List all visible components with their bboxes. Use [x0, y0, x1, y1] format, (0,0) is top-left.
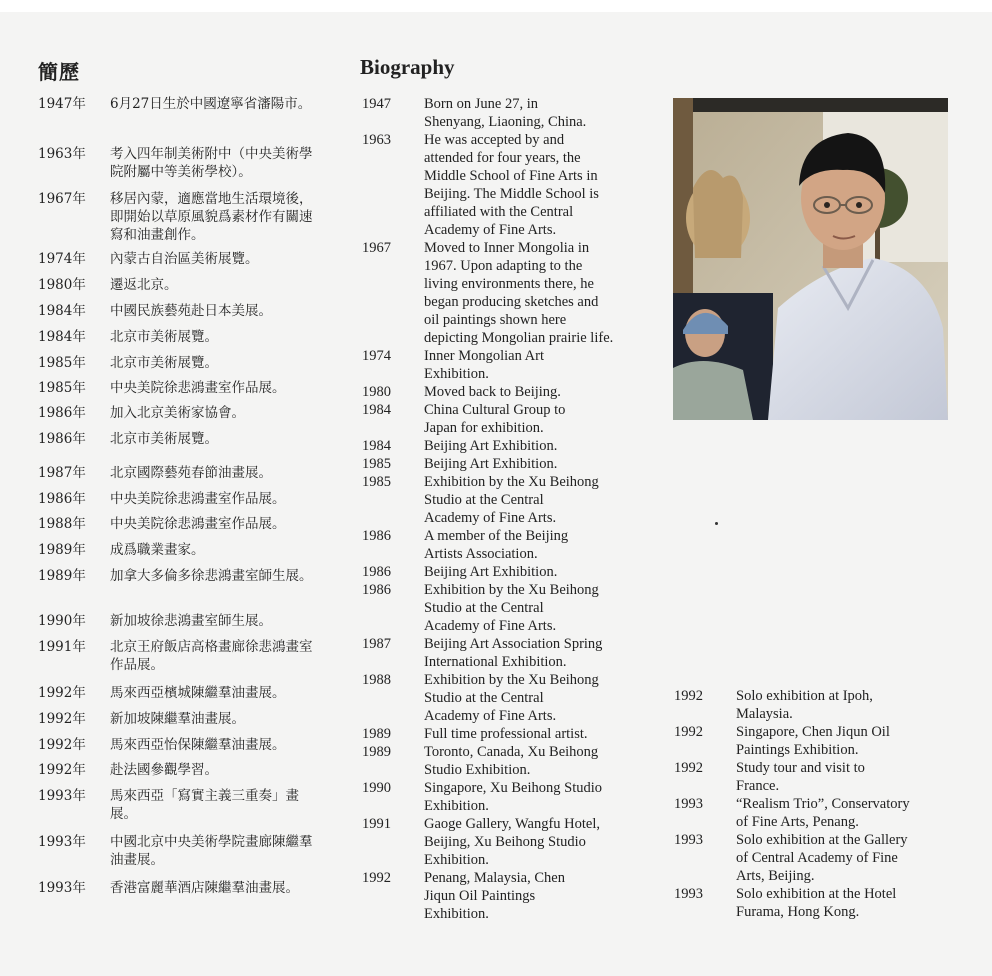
en-entry-line: China Cultural Group to: [424, 402, 566, 418]
en-entry-line: Singapore, Xu Beihong Studio: [424, 780, 603, 796]
en-entry-text: [424, 401, 648, 437]
en-entry-line: Singapore, Chen Jiqun Oil: [736, 724, 890, 740]
zh-entry-text: 北京市美術展覽。: [110, 431, 218, 447]
en-year: 1986: [362, 582, 391, 598]
en-entry-text: [736, 687, 960, 723]
en-entry-text: [424, 473, 648, 527]
en-entry-line: Exhibition by the Xu Beihong: [424, 582, 599, 598]
zh-year: 1985年: [38, 355, 86, 371]
en-entry-line: Exhibition.: [424, 366, 489, 382]
en-entry-text: [424, 779, 648, 815]
en-list-item: [362, 401, 648, 437]
en-list-item: [362, 437, 648, 455]
heading-chinese: 簡歷: [38, 60, 80, 84]
zh-entry-text: 新加坡陳繼羣油畫展。: [110, 711, 245, 727]
en-entry-line: Studio at the Central: [424, 492, 544, 508]
zh-entry-text: 加拿大多倫多徐悲鴻畫室師生展。: [110, 568, 313, 584]
en-year: 1985: [362, 474, 391, 490]
en-entry-line: of Central Academy of Fine: [736, 850, 898, 866]
en-entry-text: [736, 723, 960, 759]
zh-entry-text: 北京市美術展覽。: [110, 329, 218, 345]
en-entry-text: [424, 869, 648, 923]
en-entry-line: Exhibition.: [424, 852, 489, 868]
en-entry-line: Moved to Inner Mongolia in: [424, 240, 590, 256]
en-entry-text: [736, 759, 960, 795]
zh-year: 1989年: [38, 542, 86, 558]
zh-entry-text: 成爲職業畫家。: [110, 542, 205, 558]
zh-entry-text: 馬來西亞怡保陳繼羣油畫展。: [110, 737, 286, 753]
zh-year: 1986年: [38, 431, 86, 447]
en-entry-line: of Fine Arts, Penang.: [736, 814, 859, 830]
zh-entry-text: 中央美院徐悲鴻畫室作品展。: [110, 516, 286, 532]
en-list-item: [362, 455, 648, 473]
en-entry-line: Beijing Art Exhibition.: [424, 456, 558, 472]
en-entry-text: [424, 671, 648, 725]
en-entry-line: Beijing Art Exhibition.: [424, 438, 558, 454]
en-list-item: [674, 723, 960, 759]
en-entry-text: [424, 815, 648, 869]
zh-entry-text: 赴法國參觀學習。: [110, 762, 218, 778]
zh-year: 1992年: [38, 737, 86, 753]
en-entry-line: Academy of Fine Arts.: [424, 222, 557, 238]
english-biography-list-continued: [674, 687, 960, 921]
en-list-item: [362, 563, 648, 581]
en-list-item: [362, 671, 648, 725]
en-entry-line: Inner Mongolian Art: [424, 348, 545, 364]
en-list-item: [362, 815, 648, 869]
zh-entry-text: 中國民族藝苑赴日本美展。: [110, 303, 272, 319]
zh-year: 1986年: [38, 491, 86, 507]
english-biography-list: [362, 95, 648, 923]
en-year: 1992: [674, 688, 703, 704]
en-entry-line: Beijing Art Exhibition.: [424, 564, 558, 580]
en-year: 1992: [362, 870, 391, 886]
zh-year: 1984年: [38, 329, 86, 345]
en-entry-line: Arts, Beijing.: [736, 868, 815, 884]
en-year: 1986: [362, 564, 391, 580]
en-year: 1967: [362, 240, 391, 256]
zh-year: 1984年: [38, 303, 86, 319]
zh-year: 1993年: [38, 834, 86, 850]
zh-year: 1989年: [38, 568, 86, 584]
en-year: 1987: [362, 636, 391, 652]
en-entry-line: depicting Mongolian prairie life.: [424, 330, 614, 346]
en-entry-line: Penang, Malaysia, Chen: [424, 870, 565, 886]
en-entry-line: Exhibition by the Xu Beihong: [424, 474, 599, 490]
zh-entry-text: 考入四年制美術附中（中央美術學院附屬中等美術學校）。: [110, 146, 313, 180]
en-entry-line: “Realism Trio”, Conservatory: [736, 796, 910, 812]
en-list-item: [362, 383, 648, 401]
en-year: 1963: [362, 132, 391, 148]
en-entry-text: [424, 743, 648, 779]
en-list-item: [674, 831, 960, 885]
zh-year: 1993年: [38, 788, 86, 804]
en-entry-text: [424, 455, 648, 473]
en-entry-text: [424, 347, 648, 383]
zh-entry-text: 新加坡徐悲鴻畫室師生展。: [110, 613, 272, 629]
en-list-item: [362, 869, 648, 923]
zh-year: 1980年: [38, 277, 86, 293]
en-entry-text: [424, 635, 648, 671]
en-year: 1947: [362, 96, 391, 112]
en-list-item: [674, 795, 960, 831]
en-year: 1988: [362, 672, 391, 688]
en-entry-text: [424, 725, 648, 743]
zh-entry-text: 中國北京中央美術學院畫廊陳繼羣油畫展。: [110, 834, 313, 868]
en-year: 1980: [362, 384, 391, 400]
en-list-item: [362, 743, 648, 779]
zh-year: 1992年: [38, 711, 86, 727]
en-list-item: [362, 95, 648, 131]
en-entry-line: attended for four years, the: [424, 150, 581, 166]
zh-entry-text: 中央美院徐悲鴻畫室作品展。: [110, 380, 286, 396]
heading-english: Biography: [360, 55, 455, 79]
en-year: 1993: [674, 886, 703, 902]
en-entry-line: Shenyang, Liaoning, China.: [424, 114, 587, 130]
en-year: 1992: [674, 760, 703, 776]
en-entry-line: Academy of Fine Arts.: [424, 708, 557, 724]
en-entry-line: Studio at the Central: [424, 690, 544, 706]
zh-entry-text: 馬來西亞「寫實主義三重奏」畫展。: [110, 788, 299, 822]
zh-entry-text: 北京國際藝苑春節油畫展。: [110, 465, 272, 481]
en-entry-line: International Exhibition.: [424, 654, 567, 670]
en-entry-line: affiliated with the Central: [424, 204, 574, 220]
en-entry-text: [736, 831, 960, 885]
en-entry-line: Exhibition.: [424, 798, 489, 814]
en-list-item: [674, 885, 960, 921]
en-entry-line: 1967. Upon adapting to the: [424, 258, 583, 274]
en-entry-line: Exhibition by the Xu Beihong: [424, 672, 599, 688]
en-entry-text: [424, 527, 648, 563]
en-entry-line: Jiqun Oil Paintings: [424, 888, 536, 904]
en-year: 1993: [674, 832, 703, 848]
en-entry-line: Gaoge Gallery, Wangfu Hotel,: [424, 816, 600, 832]
en-list-item: [362, 581, 648, 635]
en-list-item: [362, 239, 648, 347]
en-entry-text: [424, 383, 648, 401]
en-entry-text: [424, 581, 648, 635]
en-entry-line: Beijing. The Middle School is: [424, 186, 599, 202]
zh-year: 1947年: [38, 96, 86, 112]
en-year: 1989: [362, 726, 391, 742]
en-entry-line: A member of the Beijing: [424, 528, 569, 544]
en-entry-line: Furama, Hong Kong.: [736, 904, 860, 920]
zh-entry-text: 移居內蒙，適應當地生活環境後，即開始以草原風貌爲素材作有關速寫和油畫創作。: [110, 191, 313, 243]
en-entry-line: Solo exhibition at the Gallery: [736, 832, 908, 848]
zh-year: 1967年: [38, 191, 86, 207]
en-year: 1989: [362, 744, 391, 760]
zh-year: 1988年: [38, 516, 86, 532]
en-entry-line: began producing sketches and: [424, 294, 599, 310]
en-entry-line: Beijing, Xu Beihong Studio: [424, 834, 586, 850]
top-margin-strip: [0, 0, 992, 12]
en-entry-line: Studio Exhibition.: [424, 762, 531, 778]
en-list-item: [674, 759, 960, 795]
zh-entry-text: 香港富麗華酒店陳繼羣油畫展。: [110, 880, 299, 896]
en-entry-line: oil paintings shown here: [424, 312, 567, 328]
en-year: 1992: [674, 724, 703, 740]
zh-entry-text: 內蒙古自治區美術展覽。: [110, 251, 259, 267]
en-entry-text: [424, 437, 648, 455]
zh-year: 1963年: [38, 146, 86, 162]
en-list-item: [362, 779, 648, 815]
zh-year: 1992年: [38, 762, 86, 778]
print-speck: [715, 522, 718, 525]
zh-entry-text: 遷返北京。: [110, 277, 178, 293]
zh-entry-text: 北京王府飯店高格畫廊徐悲鴻畫室作品展。: [110, 639, 313, 673]
en-year: 1991: [362, 816, 391, 832]
en-entry-text: [424, 563, 648, 581]
en-entry-line: Artists Association.: [424, 546, 538, 562]
en-entry-line: Malaysia.: [736, 706, 793, 722]
en-entry-line: Studio at the Central: [424, 600, 544, 616]
en-year: 1986: [362, 528, 391, 544]
en-entry-line: Moved back to Beijing.: [424, 384, 561, 400]
en-list-item: [362, 473, 648, 527]
en-year: 1990: [362, 780, 391, 796]
en-list-item: [362, 347, 648, 383]
en-entry-line: Solo exhibition at Ipoh,: [736, 688, 873, 704]
zh-year: 1987年: [38, 465, 86, 481]
en-entry-line: Study tour and visit to: [736, 760, 865, 776]
zh-entry-text: 中央美院徐悲鴻畫室作品展。: [110, 491, 286, 507]
zh-entry-text: 馬來西亞檳城陳繼羣油畫展。: [110, 685, 286, 701]
en-entry-line: Full time professional artist.: [424, 726, 588, 742]
en-entry-line: Academy of Fine Arts.: [424, 510, 557, 526]
en-entry-text: [424, 95, 648, 131]
en-entry-text: [424, 239, 648, 347]
zh-year: 1992年: [38, 685, 86, 701]
en-entry-line: Academy of Fine Arts.: [424, 618, 557, 634]
en-year: 1993: [674, 796, 703, 812]
en-entry-line: Beijing Art Association Spring: [424, 636, 603, 652]
en-entry-line: Japan for exhibition.: [424, 420, 544, 436]
artist-portrait-photo: [673, 98, 948, 420]
zh-year: 1974年: [38, 251, 86, 267]
en-entry-line: Exhibition.: [424, 906, 489, 922]
zh-year: 1993年: [38, 880, 86, 896]
en-entry-line: Middle School of Fine Arts in: [424, 168, 598, 184]
en-entry-text: [736, 795, 960, 831]
en-list-item: [362, 725, 648, 743]
en-entry-line: France.: [736, 778, 780, 794]
zh-year: 1991年: [38, 639, 86, 655]
zh-year: 1985年: [38, 380, 86, 396]
en-list-item: [362, 527, 648, 563]
en-entry-line: Solo exhibition at the Hotel: [736, 886, 897, 902]
en-entry-line: living environments there, he: [424, 276, 594, 292]
en-list-item: [674, 687, 960, 723]
zh-entry-text: 北京市美術展覽。: [110, 355, 218, 371]
zh-year: 1990年: [38, 613, 86, 629]
en-entry-line: Toronto, Canada, Xu Beihong: [424, 744, 599, 760]
en-year: 1984: [362, 438, 391, 454]
en-entry-line: Born on June 27, in: [424, 96, 538, 112]
en-list-item: [362, 635, 648, 671]
zh-year: 1986年: [38, 405, 86, 421]
en-year: 1985: [362, 456, 391, 472]
en-year: 1974: [362, 348, 391, 364]
en-entry-line: Paintings Exhibition.: [736, 742, 859, 758]
en-year: 1984: [362, 402, 391, 418]
en-entry-text: [736, 885, 960, 921]
zh-entry-text: 加入北京美術家協會。: [110, 405, 245, 421]
en-entry-text: [424, 131, 648, 239]
en-entry-line: He was accepted by and: [424, 132, 565, 148]
en-list-item: [362, 131, 648, 239]
zh-entry-text: 6月27日生於中國遼寧省瀋陽市。: [110, 96, 312, 112]
